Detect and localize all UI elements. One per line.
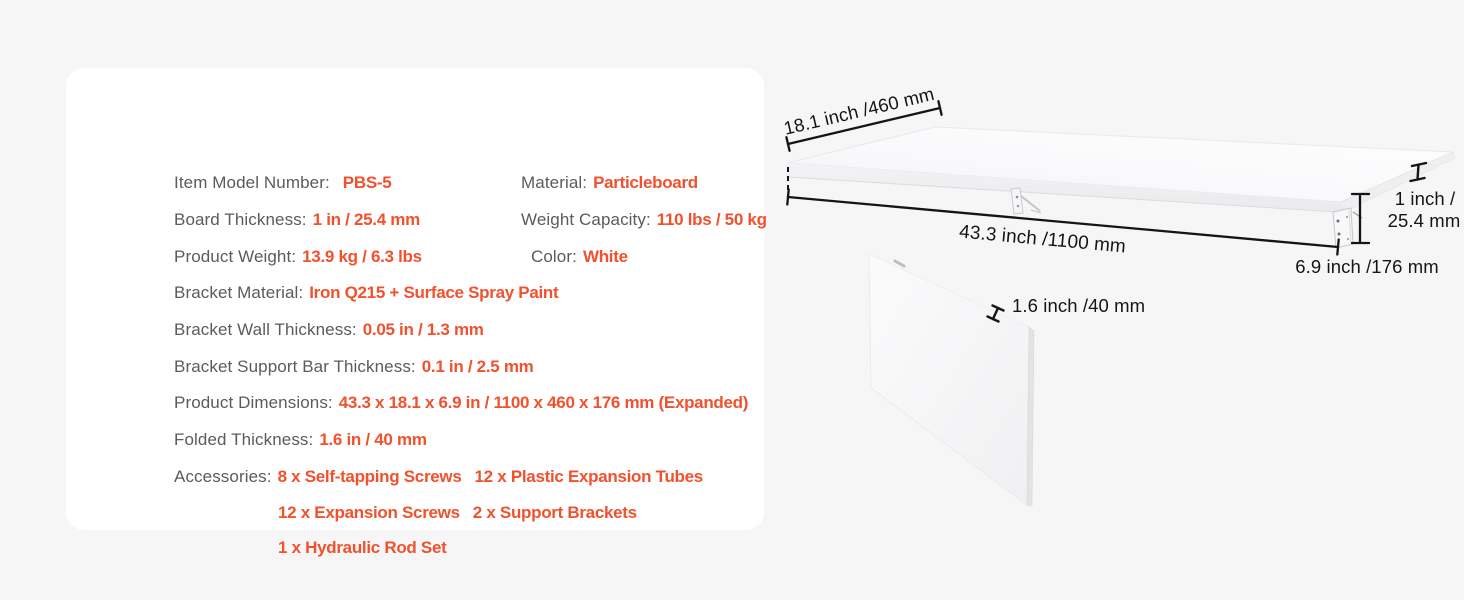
spec-label: Color: (531, 247, 577, 266)
spec-value: 110 lbs / 50 kg (656, 210, 767, 229)
spec-label: Bracket Wall Thickness: (174, 320, 357, 339)
mount-depth-label: 6.9 inch /176 mm (1295, 256, 1439, 277)
spec-label: Product Dimensions: (174, 393, 333, 412)
spec-label: Folded Thickness: (174, 430, 314, 449)
spec-value: 1 in / 25.4 mm (312, 210, 420, 229)
spec-label: Item Model Number: (174, 173, 330, 192)
spec-value: White (582, 247, 628, 266)
spec-value: 12 x Plastic Expansion Tubes (474, 467, 703, 486)
spec-label: Bracket Material: (174, 283, 304, 302)
spec-value: 1.6 in / 40 mm (319, 430, 427, 449)
spec-value: 0.1 in / 2.5 mm (421, 357, 534, 376)
spec-label: Material: (521, 173, 588, 192)
spec-value: 0.05 in / 1.3 mm (362, 320, 484, 339)
folded-panel-face (869, 254, 1029, 505)
spec-value: 12 x Expansion Screws (278, 503, 460, 522)
width-dimension-label: 43.3 inch /1100 mm (958, 221, 1127, 258)
spec-value: PBS-5 (342, 173, 392, 192)
board-thickness-label-line2: 25.4 mm (1387, 210, 1461, 231)
spec-label: Weight Capacity: (521, 210, 651, 229)
spec-label: Board Thickness: (174, 210, 307, 229)
spec-value: 2 x Support Brackets (472, 503, 637, 522)
spec-value: 13.9 kg / 6.3 lbs (302, 247, 422, 266)
spec-value: 8 x Self-tapping Screws (277, 467, 462, 486)
spec-value: 43.3 x 18.1 x 6.9 in / 1100 x 460 x 176 mm (Expanded) (338, 393, 749, 412)
folded-panel-hinge-nub (895, 261, 904, 266)
depth-dimension-label: 18.1 inch /460 mm (781, 82, 937, 139)
spec-label: Accessories: (174, 467, 272, 486)
board-thickness-label-line1: 1 inch / (1394, 188, 1456, 209)
spec-value: Iron Q215 + Surface Spray Paint (309, 283, 559, 302)
folded-thickness-label: 1.6 inch /40 mm (1012, 295, 1146, 316)
spec-value: Particleboard (593, 173, 698, 192)
spec-label: Product Weight: (174, 247, 297, 266)
spec-value: 1 x Hydraulic Rod Set (278, 538, 447, 557)
spec-label: Bracket Support Bar Thickness: (174, 357, 416, 376)
